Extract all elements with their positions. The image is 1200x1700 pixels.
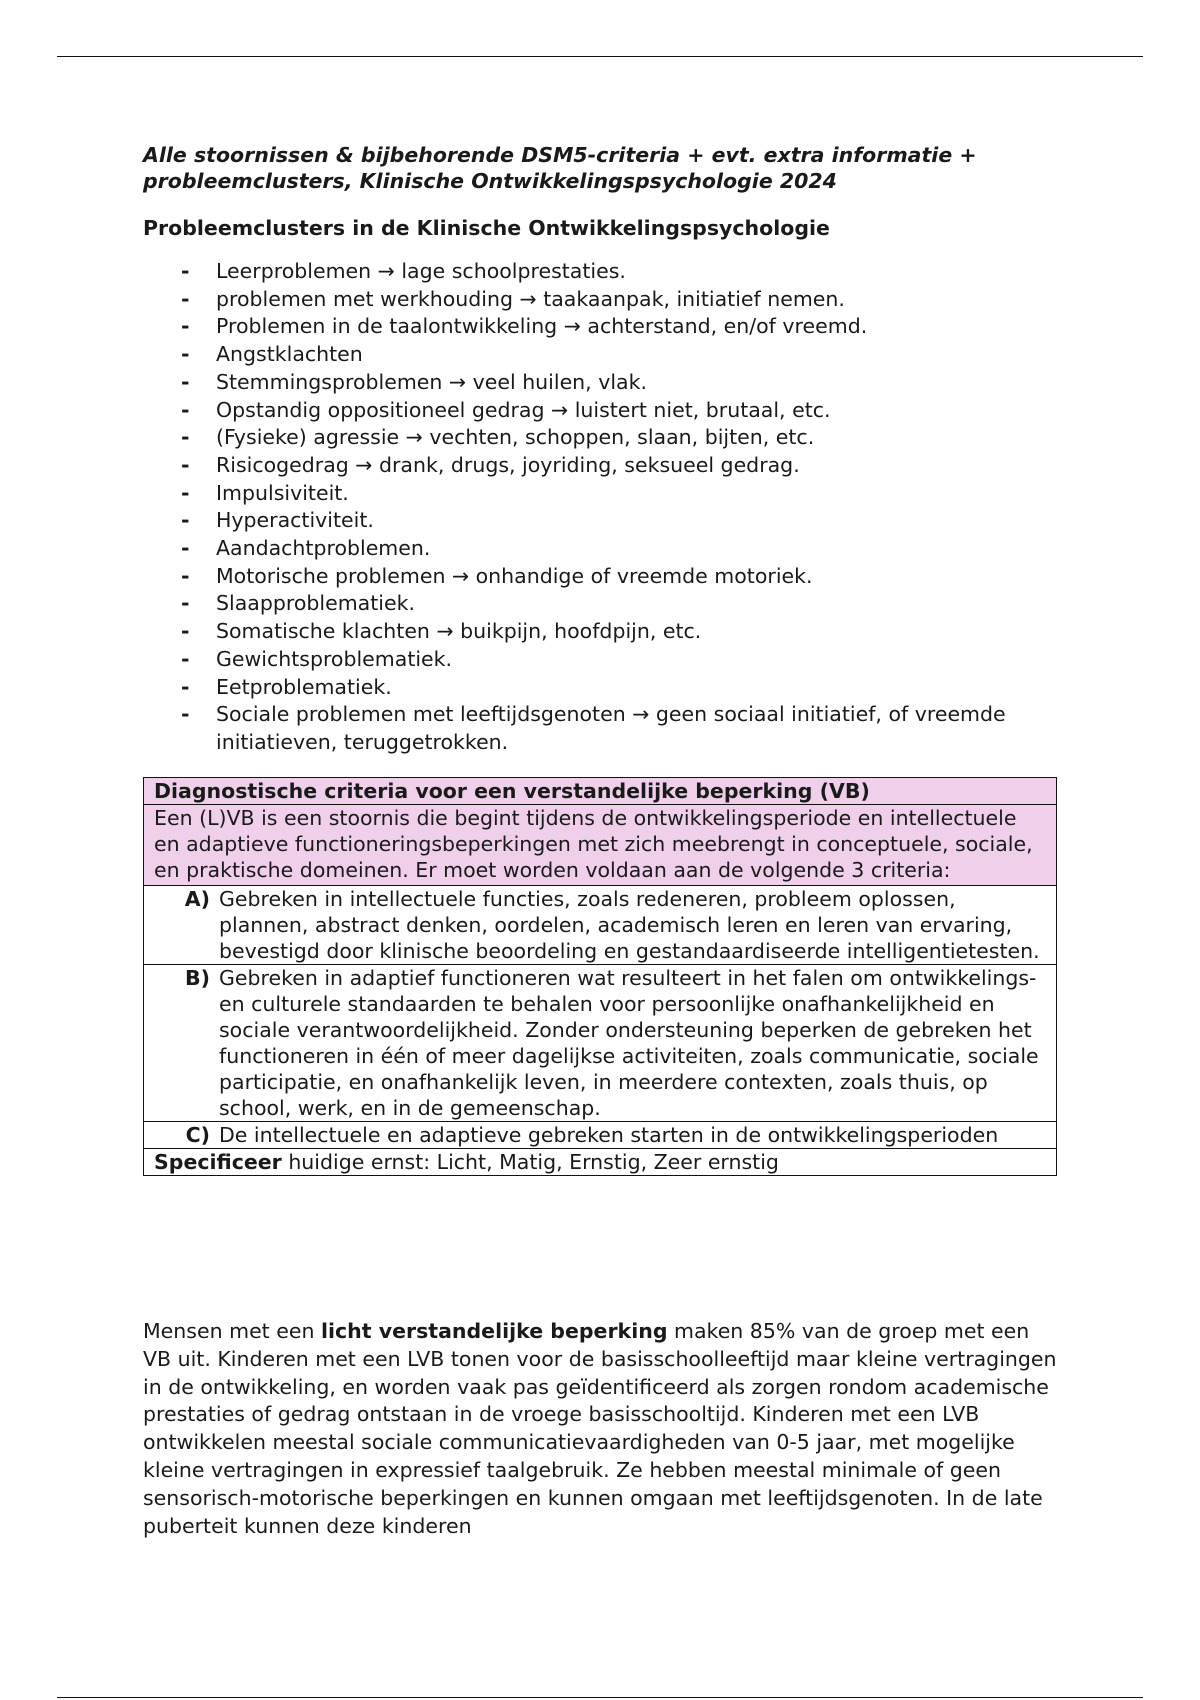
criterion-letter: A) (184, 887, 210, 911)
list-item: - Angstklachten (181, 342, 363, 367)
list-item: - Gewichtsproblematiek. (181, 646, 453, 671)
bold-term: licht verstandelijke beperking (320, 1319, 668, 1343)
list-item: - Sociale problemen met leeftijdsgenoten → geen sociaal initiatief, of vreemde initiatieven, teruggetrokken. (181, 702, 1006, 754)
severity-specifier (144, 1148, 1056, 1175)
criterion-text: Gebreken in intellectuele functies, zoals redeneren, probleem oplossen, plannen, abstract denken, oordelen, academisch leren en leren van ervaring, bevestigd door klinische beoordeling en gestandaardiseerde intelligentietesten. (219, 887, 1040, 963)
body-paragraph: Mensen met een licht verstandelijke beperking maken 85% van de groep met een VB uit. Kinderen met een LVB tonen voor de basisschoolleeftijd maar kleine vertragingen in de ontwikkeling, en worden vaak pas geïdentificeerd als zorgen rondom academische prestaties of gedrag ontstaan in de vroege basisschooltijd. Kinderen met een LVB ontwikkelen meestal sociale communicatievaardigheden van 0-5 jaar, met mogelijke kleine vertragingen in expressief taalgebruik. Ze hebben meestal minimale of geen sensorisch-motorische beperkingen en kunnen omgaan met leeftijdsgenoten. In de late puberteit kunnen deze kinderen (143, 1319, 1057, 1538)
criterion-text: Gebreken in adaptief functioneren wat resulteert in het falen om ontwikkelings- en culturele standaarden te behalen voor persoonlijke onafhankelijkheid en sociale verantwoordelijkheid. Zonder ondersteuning beperken de gebreken het functioneren in één of meer dagelijkse activiteiten, zoals communicatie, sociale participatie, en onafhankelijk leven, in meerdere contexten, zoals thuis, op school, werk, en in de gemeenschap. (219, 966, 1039, 1120)
problem-cluster-list (143, 258, 1058, 757)
list-item: - Somatische klachten → buikpijn, hoofdpijn, etc. (181, 619, 702, 644)
list-item: - Problemen in de taalontwikkeling → achterstand, en/of vreemd. (181, 314, 868, 339)
criterion-letter: B) (185, 966, 210, 990)
list-item: - Stemmingsproblemen → veel huilen, vlak. (181, 369, 647, 394)
specify-text: huidige ernst: Licht, Matig, Ernstig, Zeer ernstig (281, 1150, 779, 1174)
bottom-rule (57, 1697, 1143, 1698)
criterion-c (144, 1121, 1056, 1148)
list-item: - Opstandig oppositioneel gedrag → luistert niet, brutaal, etc. (181, 397, 831, 422)
diagnostic-criteria-box (143, 777, 1057, 1176)
document-page (143, 142, 1058, 1538)
top-rule (57, 56, 1143, 57)
list-item: - Slaapproblematiek. (181, 591, 415, 616)
section-heading: Probleemclusters in de Klinische Ontwikkelingspsychologie (143, 216, 830, 240)
criterion-b (144, 964, 1056, 1121)
list-item: - problemen met werkhouding → taakaanpak, initiatief nemen. (181, 286, 845, 311)
list-item: - Risicogedrag → drank, drugs, joyriding, seksueel gedrag. (181, 452, 800, 477)
list-item: - Eetproblematiek. (181, 674, 392, 699)
criteria-box-intro: Een (L)VB is een stoornis die begint tijdens de ontwikkelingsperiode en intellectuele en adaptieve functioneringsbeperkingen met zich meebrengt in conceptuele, sociale, en praktische domeinen. Er moet worden voldaan aan de volgende 3 criteria: (144, 804, 1056, 885)
list-item: - Motorische problemen → onhandige of vreemde motoriek. (181, 563, 813, 588)
criterion-letter: C) (185, 1123, 210, 1147)
criteria-box-heading: Diagnostische criteria voor een verstandelijke beperking (VB) (144, 778, 1056, 804)
list-item: - Impulsiviteit. (181, 480, 349, 505)
list-item: - Aandachtproblemen. (181, 536, 431, 561)
specify-label: Specificeer (154, 1150, 282, 1174)
list-item: - Hyperactiviteit. (181, 508, 374, 533)
document-title: Alle stoornissen & bijbehorende DSM5-criteria + evt. extra informatie + probleemclusters, Klinische Ontwikkelingspsychologie 2024 (143, 143, 977, 193)
criterion-text: De intellectuele en adaptieve gebreken starten in de ontwikkelingsperioden (219, 1123, 999, 1147)
criterion-a (144, 885, 1056, 964)
list-item: - Leerproblemen → lage schoolprestaties. (181, 259, 626, 283)
list-item: - (Fysieke) agressie → vechten, schoppen, slaan, bijten, etc. (181, 425, 815, 450)
